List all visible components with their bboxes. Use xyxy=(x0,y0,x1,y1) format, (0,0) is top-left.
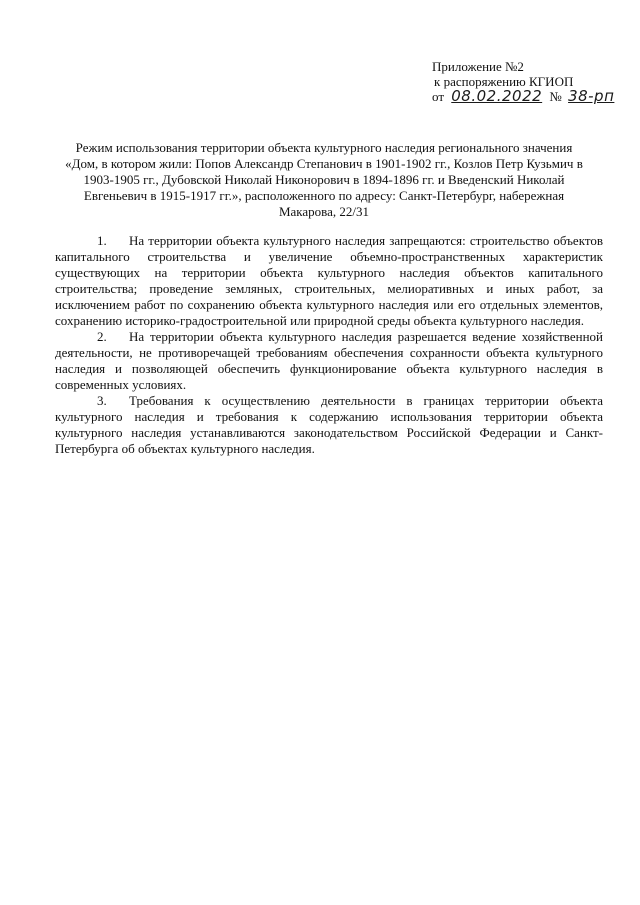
document-title: Режим использования территории объекта культурного наследия регионального значения «Дом, в котором жили: Попов Александр Степанович в 1901-1902 гг., Козлов Петр Кузьмич в 1903-1905 гг., Дубовской Николай Никонорович в 1894-1896 гг. и Введенский Николай Евгеньевич в 1915-1917 гг.», расположенного по адресу: Санкт-Петербург, набережная Макарова, 22/31 xyxy=(65,140,583,219)
appendix-header xyxy=(432,59,622,104)
appendix-order-ref: к распоряжению КГИОП xyxy=(434,74,574,89)
number-label: № xyxy=(549,89,562,104)
handwritten-date: 08.02.2022 xyxy=(451,87,543,105)
paragraph-text: На территории объекта культурного наследия запрещаются: строительство объектов капитального строительства и увеличение объемно-пространственных характеристик существующих на территории объекта культурного наследия объектов капитального строительства; проведение земляных, строительных, мелиоративных и иных работ, за исключением работ по сохранению объекта культурного наследия или его отдельных элементов, сохранению историко-градостроительной или природной среды объекта культурного наследия. xyxy=(55,233,603,328)
appendix-date-line xyxy=(432,89,622,104)
handwritten-number: 38-рп xyxy=(568,87,615,105)
from-label: от xyxy=(432,89,445,104)
paragraph-1 xyxy=(55,233,603,329)
paragraph-3 xyxy=(55,393,603,457)
paragraph-2 xyxy=(55,329,603,393)
paragraph-number: 2. xyxy=(97,329,107,344)
paragraph-number: 3. xyxy=(97,393,107,408)
appendix-title: Приложение №2 xyxy=(432,59,524,74)
paragraph-number: 1. xyxy=(97,233,107,248)
paragraph-text: На территории объекта культурного наследия разрешается ведение хозяйственной деятельности, не противоречащей требованиям обеспечения сохранности объекта культурного наследия и позволяющей обеспечить функционирование объекта культурного наследия в современных условиях. xyxy=(55,329,603,392)
document-body xyxy=(55,233,603,457)
paragraph-text: Требования к осуществлению деятельности в границах территории объекта культурного наследия и требования к содержанию использования территории объекта культурного наследия устанавливаются законодательством Российской Федерации и Санкт-Петербурга об объектах культурного наследия. xyxy=(55,393,603,456)
